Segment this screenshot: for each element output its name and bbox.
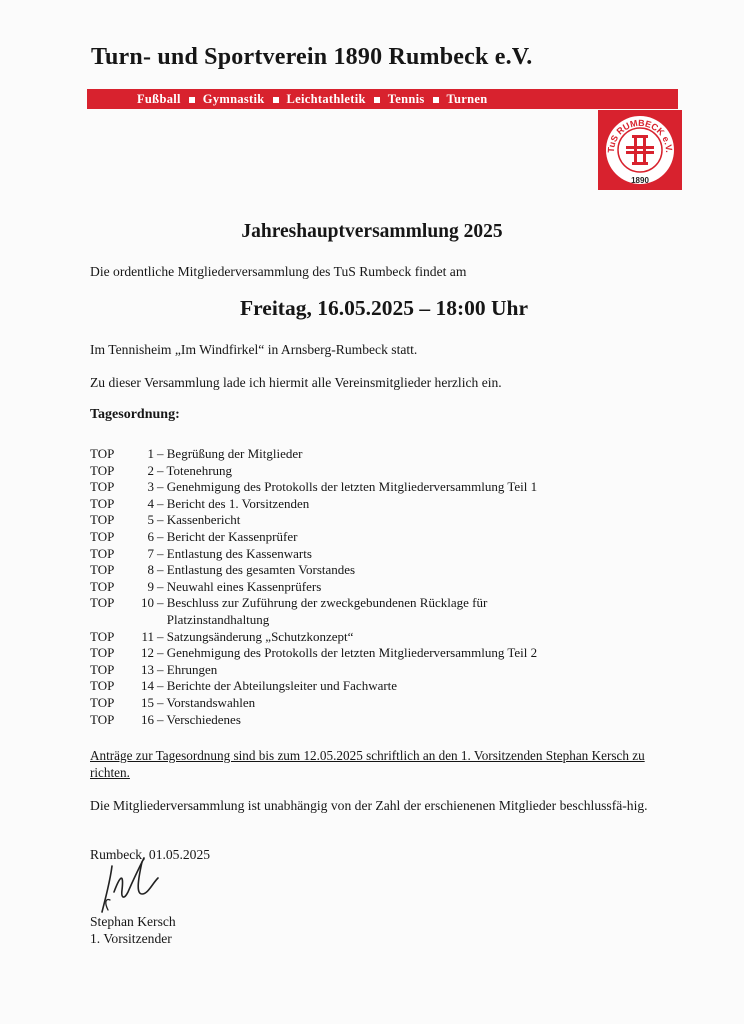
square-bullet-icon bbox=[433, 97, 439, 103]
document-title: Jahreshauptversammlung 2025 bbox=[241, 221, 503, 242]
agenda-number: 10 bbox=[141, 595, 154, 611]
agenda-item bbox=[90, 678, 537, 695]
agenda-text: Platzinstandhaltung bbox=[157, 611, 270, 627]
agenda-number: 8 bbox=[147, 562, 154, 578]
agenda-item bbox=[90, 662, 537, 679]
agenda-text: – Genehmigung des Protokolls der letzten Mitgliederversammlung Teil 1 bbox=[157, 479, 538, 495]
agenda-item bbox=[90, 479, 537, 496]
agenda-item bbox=[90, 595, 537, 612]
agenda-number: 6 bbox=[147, 528, 154, 544]
agenda-item bbox=[90, 529, 537, 546]
sports-list bbox=[137, 92, 487, 107]
agenda-number: 15 bbox=[141, 694, 154, 710]
agenda-number: 1 bbox=[147, 446, 154, 461]
agenda-item bbox=[90, 446, 537, 463]
sport-item: Leichtathletik bbox=[286, 92, 366, 106]
agenda-prefix: TOP bbox=[90, 628, 115, 644]
agenda-prefix: TOP bbox=[90, 562, 115, 578]
logo-text: TuS RUMBECK e.V. bbox=[605, 117, 675, 153]
club-name: Turn- und Sportverein 1890 Rumbeck e.V. bbox=[91, 44, 533, 70]
agenda-item bbox=[90, 629, 537, 646]
logo-year: 1890 bbox=[631, 176, 649, 185]
agenda-item bbox=[90, 612, 537, 629]
agenda-prefix bbox=[90, 612, 129, 629]
square-bullet-icon bbox=[273, 97, 279, 103]
agenda-number: 7 bbox=[147, 545, 154, 561]
agenda-text: – Bericht der Kassenprüfer bbox=[157, 528, 298, 544]
agenda-item bbox=[90, 579, 537, 596]
agenda-text: – Vorstandswahlen bbox=[157, 694, 256, 710]
agenda-text: – Kassenbericht bbox=[157, 512, 241, 528]
agenda-text: – Satzungsänderung „Schutzkonzept“ bbox=[157, 628, 354, 644]
agenda-item bbox=[90, 512, 537, 529]
agenda-item bbox=[90, 496, 537, 513]
meeting-date: Freitag, 16.05.2025 – 18:00 Uhr bbox=[239, 296, 529, 320]
agenda-text: – Ehrungen bbox=[157, 661, 218, 677]
agenda-number: 12 bbox=[141, 645, 154, 661]
agenda-prefix: TOP bbox=[90, 694, 115, 710]
agenda-prefix: TOP bbox=[90, 446, 115, 461]
agenda-prefix: TOP bbox=[90, 479, 115, 495]
agenda-text: – Begrüßung der Mitglieder bbox=[157, 446, 303, 461]
agenda-prefix: TOP bbox=[90, 462, 115, 478]
agenda-text: – Verschiedenes bbox=[157, 711, 241, 727]
agenda-text: – Bericht des 1. Vorsitzenden bbox=[157, 495, 310, 511]
square-bullet-icon bbox=[374, 97, 380, 103]
agenda-prefix: TOP bbox=[90, 528, 115, 544]
agenda-item bbox=[90, 695, 537, 712]
signatory-name: Stephan Kersch bbox=[90, 914, 176, 929]
agenda-number bbox=[129, 612, 154, 629]
sport-item: Turnen bbox=[446, 92, 488, 106]
sport-item: Fußball bbox=[137, 92, 181, 106]
agenda-prefix: TOP bbox=[90, 645, 115, 661]
place-date: Rumbeck, 01.05.2025 bbox=[90, 847, 211, 862]
club-logo bbox=[598, 110, 682, 190]
agenda-text: – Totenehrung bbox=[157, 462, 233, 478]
agenda-item bbox=[90, 463, 537, 480]
sport-item: Gymnastik bbox=[202, 92, 265, 106]
agenda-heading: Tagesordnung: bbox=[90, 407, 180, 422]
agenda-prefix: TOP bbox=[90, 578, 115, 594]
agenda-number: 4 bbox=[147, 495, 154, 511]
agenda-text: – Beschluss zur Zuführung der zweckgebundenen Rücklage für bbox=[157, 595, 488, 611]
sport-item: Tennis bbox=[387, 92, 425, 106]
agenda-number: 16 bbox=[141, 711, 154, 727]
agenda-prefix: TOP bbox=[90, 512, 115, 528]
agenda-number: 9 bbox=[147, 578, 154, 594]
agenda-number: 3 bbox=[147, 479, 154, 495]
agenda-text: – Neuwahl eines Kassenprüfers bbox=[157, 578, 322, 594]
agenda-number: 5 bbox=[147, 512, 154, 528]
quorum-note: Die Mitgliederversammlung ist unabhängig von der Zahl der erschienenen Mitglieder beschlussfä-hig. bbox=[90, 798, 648, 813]
agenda-item bbox=[90, 645, 537, 662]
agenda-text: – Berichte der Abteilungsleiter und Fachwarte bbox=[157, 678, 398, 694]
agenda-text: – Genehmigung des Protokolls der letzten Mitgliederversammlung Teil 2 bbox=[157, 645, 538, 661]
motions-deadline-note: Anträge zur Tagesordnung sind bis zum 12.05.2025 schriftlich an den 1. Vorsitzenden Stephan Kersch zu richten. bbox=[90, 748, 645, 780]
agenda-text: – Entlastung des gesamten Vorstandes bbox=[157, 562, 356, 578]
invitation-text: Zu dieser Versammlung lade ich hiermit alle Vereinsmitglieder herzlich ein. bbox=[90, 375, 502, 390]
signatory-role: 1. Vorsitzender bbox=[90, 931, 172, 946]
agenda-list bbox=[90, 446, 537, 728]
agenda-prefix: TOP bbox=[90, 661, 115, 677]
agenda-number: 11 bbox=[141, 628, 154, 644]
agenda-text: – Entlastung des Kassenwarts bbox=[157, 545, 312, 561]
agenda-item bbox=[90, 546, 537, 563]
agenda-prefix: TOP bbox=[90, 545, 115, 561]
agenda-number: 2 bbox=[147, 462, 154, 478]
location-text: Im Tennisheim „Im Windfirkel“ in Arnsberg-Rumbeck statt. bbox=[90, 342, 418, 357]
agenda-prefix: TOP bbox=[90, 495, 115, 511]
agenda-number: 13 bbox=[141, 661, 154, 677]
square-bullet-icon bbox=[189, 97, 195, 103]
handwritten-signature bbox=[88, 850, 166, 918]
agenda-prefix: TOP bbox=[90, 678, 115, 694]
agenda-item bbox=[90, 562, 537, 579]
agenda-number: 14 bbox=[141, 678, 154, 694]
agenda-prefix: TOP bbox=[90, 711, 115, 727]
agenda-item bbox=[90, 712, 537, 729]
intro-text: Die ordentliche Mitgliederversammlung des TuS Rumbeck findet am bbox=[90, 264, 467, 279]
agenda-prefix: TOP bbox=[90, 595, 115, 611]
